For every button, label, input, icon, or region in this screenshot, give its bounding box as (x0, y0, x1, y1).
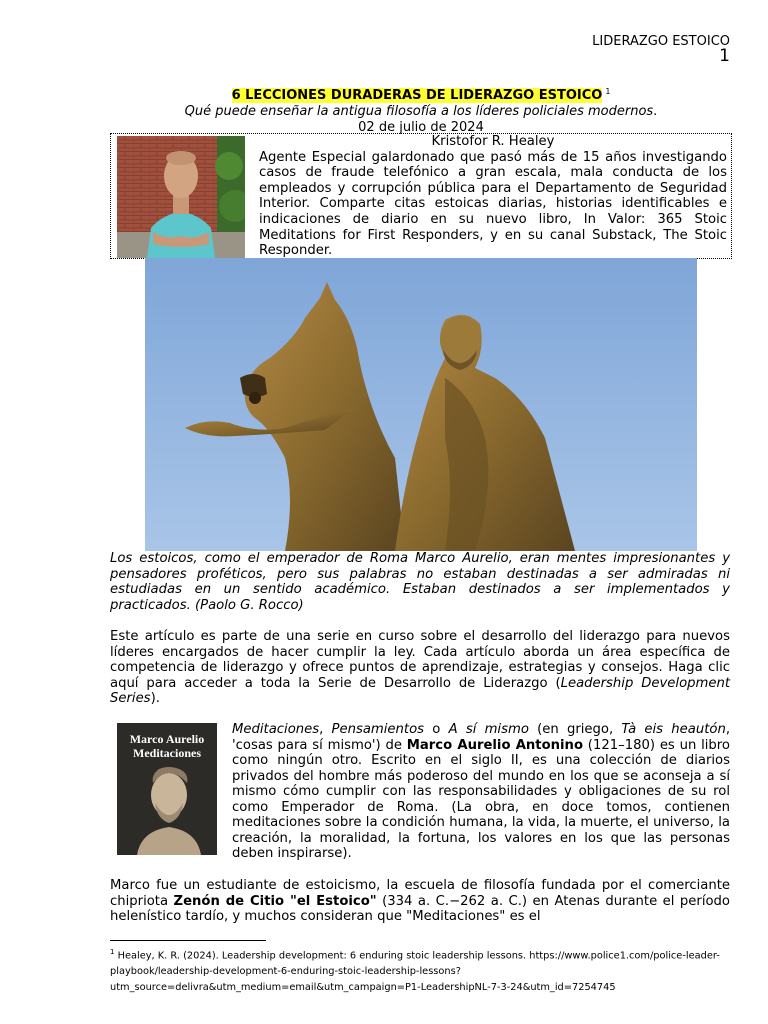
author-bio-block (259, 134, 727, 259)
title-footnote-mark[interactable]: 1 (605, 87, 611, 96)
meditations-body: (121–180) es un libro como ningún otro. Escrito en el siglo II, es una colección de diarios privados del hombre más poderoso del mundo en los que se aconseja a sí mismo cómo cumplir con las responsabilidades y obligaciones de su rol como Emperador de Roma. (La obra, en doce tomos, contienen meditaciones sobre la condición humana, la vida, la muerte, el universo, la creación, la moralidad, la fortuna, los valores en los que las personas deben inspirarse). (232, 737, 730, 861)
article-title: 6 LECCIONES DURADERAS DE LIDERAZGO ESTOICO (231, 88, 603, 104)
meditations-greek-title: Tà eis heautón (621, 722, 726, 737)
footnote (110, 944, 735, 996)
article-date: 02 de julio de 2024 (358, 120, 484, 136)
author-bio: Agente Especial galardonado que pasó más de 15 años investigando casos de fraude telefónico a gran escala, mala conducta de los empleados y corrupción pública para el Departamento de Seguridad Interior. Comparte citas estoicas diarias, historias identificables e indicaciones de diario en su nuevo libro, In Valor: 365 Stoic Meditations for First Responders, y en su canal Substack, The Stoic Responder. (259, 149, 727, 259)
intro-paragraph (110, 629, 730, 707)
intro-text: Este artículo es parte de una serie en curso sobre el desarrollo del liderazgo para nuevos líderes encargados de hacer cumplir la ley. Cada artículo aborda un área específica de competencia de liderazgo y ofrece puntos de aprendizaje, estrategias y consejos. Haga clic aquí para acceder a toda la Serie de Desarrollo de Liderazgo ( (110, 629, 730, 691)
marcus-aurelius-name: Marco Aurelio Antonino (406, 737, 584, 753)
book-cover-title: Meditaciones (133, 746, 201, 760)
footnote-separator (110, 940, 266, 941)
running-header (592, 34, 730, 65)
meditations-sep-1: , (319, 722, 332, 737)
footnote-mark: 1 (110, 948, 115, 956)
running-title: LIDERAZGO ESTOICO (592, 34, 730, 49)
meditations-title-2: Pensamientos (331, 722, 425, 737)
subtitle-period: . (653, 104, 658, 120)
intro-end: ). (150, 691, 160, 706)
page-number: 1 (719, 46, 730, 66)
author-photo (117, 136, 245, 258)
title-block (110, 84, 732, 136)
meditations-paragraph (232, 722, 730, 862)
series-name-link[interactable]: Leadership Development Series (110, 675, 730, 706)
article-subtitle: Qué puede enseñar la antigua filosofía a los líderes policiales modernos (184, 104, 654, 120)
meditaciones-book-cover (117, 723, 217, 855)
meditations-sep-3: (en griego, (528, 722, 622, 737)
meditations-sep-4: , 'cosas para sí mismo') de (232, 722, 731, 753)
book-cover-author: Marco Aurelio (129, 732, 205, 746)
meditations-sep-2: o (424, 722, 449, 737)
marcus-aurelius-statue-image (145, 258, 697, 551)
zeno-name: Zenón de Citio "el Estoico" (173, 893, 377, 909)
author-box (110, 133, 732, 259)
footnote-text[interactable]: Healey, K. R. (2024). Leadership development: 6 enduring stoic leadership lessons. https://www.police1.com/police-leader-playbook/leadership-development-6-enduring-stoic-leadership-lessons?utm_source=delivra&utm_medium=email&utm_campaign=P1-LeadershipNL-7-3-24&utm_id=7254745 (110, 950, 720, 994)
image-caption: Los estoicos, como el emperador de Roma Marco Aurelio, eran mentes impresionantes y pensadores proféticos, pero sus palabras no estaban destinadas a ser admiradas ni estudiadas en un sentido académico. Estaban destinados a ser implementados y practicados. (Paolo G. Rocco) (110, 551, 730, 613)
meditations-title-3: A sí mismo (448, 722, 529, 737)
author-name: Kristofor R. Healey (431, 134, 555, 149)
marco-end: (334 a. C.−262 a. C.) en Atenas durante el período helenístico tardío, y muchos consideran que "Meditaciones" es el (110, 893, 730, 924)
meditations-title-1: Meditaciones (232, 722, 320, 737)
marco-start: Marco fue un estudiante de estoicismo, la escuela de filosofía fundada por el comerciante chipriota (110, 878, 730, 909)
marco-paragraph (110, 878, 730, 925)
